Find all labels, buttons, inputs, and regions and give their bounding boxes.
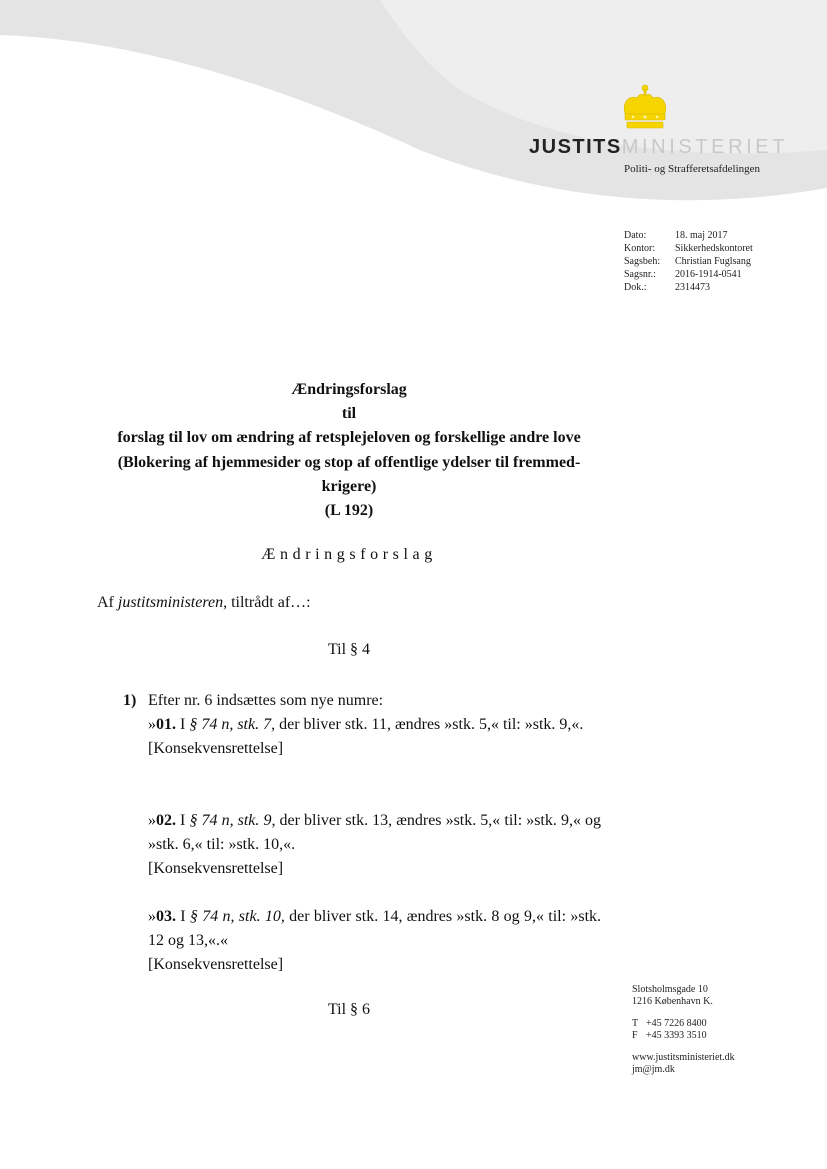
meta-label: Dok.: <box>624 282 647 293</box>
entry-body: der bliver stk. 11, ændres »stk. 5,« til: »stk. 9,«. <box>275 716 584 733</box>
section-heading-4: Til § 4 <box>327 641 371 658</box>
phone-label: T <box>632 1018 639 1029</box>
title-line: (Blokering af hjemmesider og stop af offentlige ydelser til fremmed- <box>117 453 581 471</box>
meta-label: Dato: <box>624 230 647 241</box>
amendment-item-1 <box>123 689 601 713</box>
title-line: til <box>341 405 357 423</box>
meta-value: 18. maj 2017 <box>675 230 728 241</box>
document-title <box>100 378 598 523</box>
entry-body: der bliver stk. 13, ændres »stk. 5,« til: »stk. 9,« og »stk. 6,« til: »stk. 10,«. <box>148 812 602 853</box>
proposer-name: justitsministeren <box>117 594 224 611</box>
meta-label: Kontor: <box>624 243 656 254</box>
entry-text <box>148 713 601 737</box>
phone-line <box>632 1018 735 1030</box>
item-intro: Efter nr. 6 indsættes som nye numre: <box>148 692 384 709</box>
fax-line <box>632 1030 735 1042</box>
crown-icon <box>619 84 671 130</box>
document-meta <box>624 229 753 294</box>
proposer-line <box>97 594 311 612</box>
entry-number: 03. <box>156 908 176 925</box>
department-name: Politi- og Strafferetsafdelingen <box>624 163 761 175</box>
entry-number: 01. <box>156 716 176 733</box>
fax-number: +45 3393 3510 <box>646 1030 707 1041</box>
postal-line: 1216 København K. <box>632 996 713 1007</box>
amendment-entry-03 <box>148 905 601 977</box>
entry-reference: § 74 n, stk. 7, <box>189 716 276 733</box>
entry-quote: » <box>148 908 156 925</box>
section-subtitle: Ændringsforslag <box>261 546 437 563</box>
brand-wordmark <box>529 136 788 158</box>
meta-row-office <box>624 242 753 255</box>
entry-note: [Konsekvensrettelse] <box>148 740 284 757</box>
meta-value: Sikkerhedskontoret <box>675 243 753 254</box>
title-line: forslag til lov om ændring af retsplejeloven og forskellige andre love <box>117 429 581 447</box>
entry-number: 02. <box>156 812 176 829</box>
meta-value: 2016-1914-0541 <box>675 269 742 280</box>
entry-text <box>148 809 601 857</box>
website-link[interactable]: www.justitsministeriet.dk <box>632 1052 735 1063</box>
phone-number: +45 7226 8400 <box>646 1018 707 1029</box>
email-link[interactable]: jm@jm.dk <box>632 1064 675 1075</box>
entry-text <box>148 905 601 953</box>
entry-reference: § 74 n, stk. 10, <box>189 908 285 925</box>
proposer-prefix: Af <box>97 594 118 611</box>
entry-pre: I <box>176 716 190 733</box>
entry-body: der bliver stk. 14, ændres »stk. 8 og 9,« til: »stk. 12 og 13,«.« <box>148 908 602 949</box>
section-heading-6: Til § 6 <box>327 1001 371 1018</box>
entry-quote: » <box>148 812 156 829</box>
brand-part1: JUSTITS <box>529 136 622 158</box>
entry-pre: I <box>176 812 190 829</box>
entry-pre: I <box>176 908 190 925</box>
meta-value: Christian Fuglsang <box>675 256 751 267</box>
title-line: Ændringsforslag <box>291 381 407 398</box>
meta-value: 2314473 <box>675 282 710 293</box>
contact-footer <box>632 984 735 1076</box>
brand-part2: MINISTERIET <box>621 136 789 158</box>
meta-row-document <box>624 281 753 294</box>
item-number: 1) <box>123 692 137 709</box>
entry-note: [Konsekvensrettelse] <box>148 860 284 877</box>
header-swoosh-graphic <box>0 0 827 215</box>
proposer-suffix: , tiltrådt af…: <box>223 594 311 611</box>
meta-label: Sagsnr.: <box>624 269 656 280</box>
meta-row-case-number <box>624 268 753 281</box>
entry-reference: § 74 n, stk. 9, <box>189 812 276 829</box>
meta-row-handler <box>624 255 753 268</box>
entry-note: [Konsekvensrettelse] <box>148 956 284 973</box>
meta-label: Sagsbeh: <box>624 256 661 267</box>
fax-label: F <box>632 1030 638 1041</box>
title-line: krigere) <box>321 477 377 495</box>
title-line: (L 192) <box>324 502 374 520</box>
meta-row-date <box>624 229 753 242</box>
amendment-entry-02 <box>148 809 601 881</box>
entry-quote: » <box>148 716 156 733</box>
address-line: Slotsholmsgade 10 <box>632 984 708 995</box>
amendment-entry-01 <box>148 713 601 761</box>
